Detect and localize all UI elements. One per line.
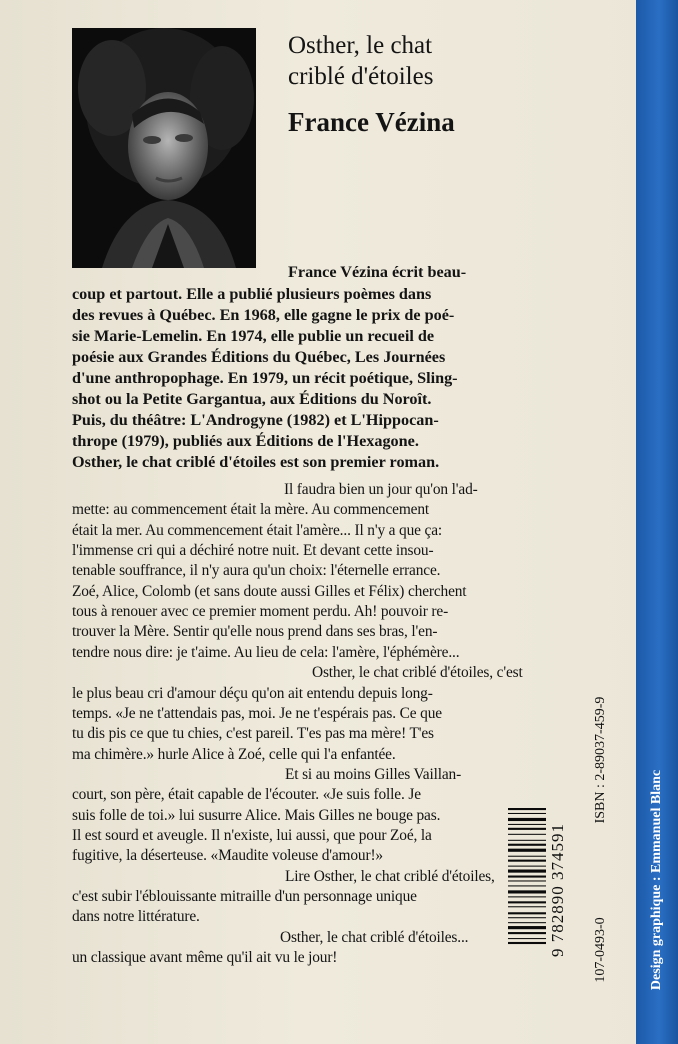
barcode-bar: [508, 917, 546, 918]
bio-line: sie Marie-Lemelin. En 1974, elle publie un recueil de: [72, 327, 435, 345]
author-portrait-image: [72, 28, 256, 268]
summary-line: l'immense cri qui a déchiré notre nuit. Et devant cette insou-: [72, 542, 434, 559]
summary-line: tendre nous dire: je t'aime. Au lieu de cela: l'amère, l'éphémère...: [72, 644, 460, 661]
barcode-bar: [508, 844, 546, 846]
summary-line: tous à renouer avec ce premier moment perdu. Ah! pouvoir re-: [72, 603, 449, 620]
product-code-text: 107-0493-0: [593, 917, 608, 983]
summary-line: Osther, le chat criblé d'étoiles, c'est: [312, 664, 523, 681]
summary-line: fugitive, la déserteuse. «Maudite voleuse d'amour!»: [72, 847, 383, 864]
summary-line: Zoé, Alice, Colomb (et sans doute aussi Gilles et Félix) cherchent: [72, 583, 467, 600]
author-name: France Vézina: [288, 107, 455, 137]
bio-line: poésie aux Grandes Éditions du Québec, Les Journées: [72, 348, 446, 366]
summary-line: c'est subir l'éblouissante mitraille d'un personnage unique: [72, 888, 417, 905]
barcode-bar: [508, 828, 546, 830]
bio-line: shot ou la Petite Gargantua, aux Éditions du Noroît.: [72, 390, 432, 408]
summary-line: était la mer. Au commencement était l'amère... Il n'y a que ça:: [72, 522, 443, 539]
barcode-bar: [508, 912, 546, 914]
barcode-bar: [508, 896, 546, 897]
summary-line: court, son père, était capable de l'écouter. «Je suis folle. Je: [72, 786, 421, 803]
barcode-bar: [508, 808, 546, 810]
barcode-bar: [508, 922, 546, 923]
book-title-line-2: criblé d'étoiles: [288, 63, 434, 90]
bio-line: coup et partout. Elle a publié plusieurs poèmes dans: [72, 285, 432, 303]
barcode-bar: [508, 860, 546, 862]
barcode-bar: [508, 906, 546, 907]
barcode-digits-text: 9 782890 374591: [548, 823, 567, 957]
bio-line: Osther, le chat criblé d'étoiles est son premier roman.: [72, 453, 440, 471]
summary-line: trouver la Mère. Sentir qu'elle nous prend dans ses bras, l'en-: [72, 623, 438, 640]
summary-line: Et si au moins Gilles Vaillan-: [285, 766, 462, 783]
summary-line: Osther, le chat criblé d'étoiles...: [280, 929, 469, 946]
author-photo: [72, 28, 256, 268]
bio-line: des revues à Québec. En 1968, elle gagne le prix de poé-: [72, 306, 455, 324]
barcode-bar: [508, 890, 546, 893]
summary-line: tu dis pis ce que tu chies, c'est pareil. T'es pas ma mère! T'es: [72, 725, 434, 742]
summary-line: ma chimère.» hurle Alice à Zoé, celle qui l'a enfantée.: [72, 746, 396, 763]
bio-line: France Vézina écrit beau-: [288, 263, 467, 281]
barcode-bar: [508, 818, 546, 821]
bio-line: d'une anthropophage. En 1979, un récit poétique, Sling-: [72, 369, 458, 387]
barcode-bar: [508, 856, 546, 857]
barcode-bar: [508, 813, 546, 814]
summary-line: Il faudra bien un jour qu'on l'ad-: [284, 481, 478, 498]
summary-line: mette: au commencement était la mère. Au commencement: [72, 501, 429, 518]
summary-line: un classique avant même qu'il ait vu le jour!: [72, 949, 338, 966]
barcode-bar: [508, 824, 546, 825]
summary-line: tenable souffrance, il n'y aura qu'un choix: l'éternelle errance.: [72, 562, 441, 579]
summary-line: suis folle de toi.» lui susurre Alice. Mais Gilles ne bouge pas.: [72, 807, 441, 824]
summary-line: Il est sourd et aveugle. Il n'existe, lui aussi, que pour Zoé, la: [72, 827, 432, 844]
barcode-bar: [508, 834, 546, 835]
isbn-text: ISBN : 2-89037-459-9: [593, 696, 608, 824]
summary-line: le plus beau cri d'amour déçu qu'on ait entendu depuis long-: [72, 685, 433, 702]
barcode-bar: [508, 901, 546, 903]
design-credit-text: Design graphique : Emmanuel Blanc: [649, 769, 664, 991]
barcode-bar: [508, 840, 546, 841]
bio-line: Puis, du théâtre: L'Androgyne (1982) et L'Hippocan-: [72, 411, 439, 429]
summary-line: temps. «Je ne t'attendais pas, moi. Je ne t'espérais pas. Ce que: [72, 705, 442, 722]
bio-line: thrope (1979), publiés aux Éditions de l'Hexagone.: [72, 432, 419, 450]
barcode-bar: [508, 849, 546, 852]
summary-line: dans notre littérature.: [72, 908, 200, 925]
book-title-line-1: Osther, le chat: [288, 32, 433, 59]
summary-line: Lire Osther, le chat criblé d'étoiles,: [285, 868, 495, 885]
book-title: [288, 30, 433, 92]
